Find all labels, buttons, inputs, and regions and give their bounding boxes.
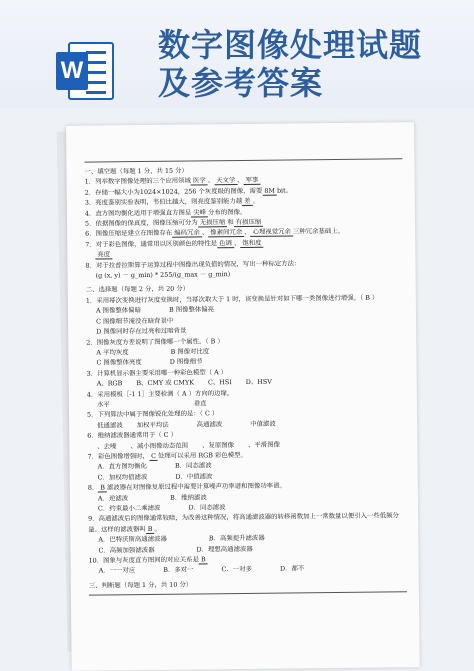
fill-blank-line: 5．依据图像的保真度，图像压缩可分为 无损压缩 和 有损压缩	[85, 215, 403, 229]
q8-stem: 8． B 滤波器在对图像复原过程中需要计算噪声功率谱和图像功率谱。	[87, 481, 286, 492]
top-rule	[84, 158, 402, 162]
q4-options: 水平 垂直	[96, 399, 207, 409]
section1-line7b: 亮度	[85, 247, 403, 261]
word-document-icon: W	[56, 42, 116, 100]
section1-lines	[85, 174, 404, 250]
q7-stem: 7．彩色图像增强时， C 处理可以采用 RGB 彩色模型。	[87, 450, 247, 461]
q5-stem: 5．下列算法中属于图像锐化处理的是：（ C ）	[86, 409, 219, 419]
q6-stem: 6．维纳滤波器通常用于（ C ）	[87, 430, 178, 440]
page-title: 数字图像处理试题 及参考答案	[158, 26, 423, 102]
formula: (g (x, y) － g_min) * 255/(g_max － g_min)	[95, 270, 231, 280]
section2-heading: 二、选择题（每题 2 分，共 20 分）	[85, 285, 190, 295]
fill-blank-line: 2．存储一幅大小为1024×1024，256 个灰度级的图像，需要 8M bit。	[84, 186, 293, 197]
fill-blank-line: 3．亮度鉴别实验表明，韦伯比越大，则亮度鉴别能力越 差 。	[84, 197, 260, 207]
exam-paper	[66, 122, 420, 671]
fill-blank-line: 4．直方图均衡化适用于增强直方图呈 尖峰 分布的图像。	[84, 207, 247, 218]
q1-option-d: D 图像同时存在过亮和过暗背景	[96, 326, 187, 336]
q4-stem: 4．采用模板［-1 1］主要检测（ A ）方向的边缘。	[86, 388, 234, 399]
q3-options: A、RGB B、CMY 或 CMYK C、HSI D、HSV	[96, 377, 272, 388]
q10-stem: 10．图象与灰度直方图间的对应关系是 B	[89, 552, 407, 566]
q8-options-cd: C．约束最小二乘滤波 D．同态滤波	[97, 503, 226, 513]
q2-options-ab: A 平均灰度 B 图像对比度	[96, 347, 210, 357]
q1-options-ab: A 图像整体偏暗 B 图像整体偏亮	[95, 305, 215, 315]
q1-option-c: C 图像细节淹没在暗背景中	[96, 316, 174, 326]
q7-options-cd: C．加权均值滤波 D．中值滤波	[97, 472, 213, 482]
header-banner	[0, 0, 474, 108]
fill-blank-line: 7．对于彩色图像，通常用以区别颜色的特性是 色调 、 饱和度	[85, 236, 403, 250]
q8-options-ab: A．逆滤波 B．维纳滤波	[97, 492, 207, 503]
section1-line8: 8．对于拉普拉斯算子运算过程中图像出现负值的情况，写出一种标定方法：	[85, 259, 301, 270]
q10-options: A．一一对应 B．多对一 C．一对多 D．都不	[98, 564, 305, 575]
q3-stem: 3．计算机显示器主要采用哪一种彩色模型（ A ）	[86, 367, 228, 378]
section1-heading: 一、填空题（每题 1 分，共 15 分）	[84, 166, 188, 176]
q7-options-ab: A．直方图均衡化 B．同态滤波	[97, 461, 212, 471]
q6-options: 、去噪 、减小图像动态范围 、复原图像 、平滑图像	[97, 440, 280, 451]
q9-options-cd: C．高频加强滤波器 D．理想高通滤波器	[98, 544, 253, 555]
q9-options-ab: A．巴特沃斯高通滤波器 B．高频提升滤波器	[98, 533, 265, 544]
q2-options-cd: C 图像整体亮度 D 图像细节	[96, 357, 203, 367]
q1-stem: 1．采用幂次变换进行灰度变换时，当幂次取大于 1 时，该变换是针对如下哪一类图像进行增强。（ B ）	[85, 293, 379, 305]
section3-heading: 三、判断题（每题 1 分，共 10 分）	[88, 580, 193, 590]
q9-stem: 9．高通滤波后的图像通常较暗，为改善这种情况，将高通滤波器的转移函数加上一常数量以便引入一些低频分量。这样的滤波器叫 B 。	[88, 511, 399, 534]
q5-options: 低通滤波 加权平均法 高通滤波 中值滤波	[97, 419, 276, 430]
section3-rule	[89, 592, 407, 596]
fill-blank-line: 1．列举数字图像处理的三个应用领域 医学 、 天文学 、 军事	[85, 174, 403, 188]
q2-stem: 2．图像灰度方差说明了图像哪一个属性。（ B ）	[86, 336, 224, 347]
fill-blank-line: 6．图像压缩是建立在图像存在 编码冗余 、 像素间冗余 、 心理视觉冗余 三种冗余基础上。	[85, 227, 345, 239]
